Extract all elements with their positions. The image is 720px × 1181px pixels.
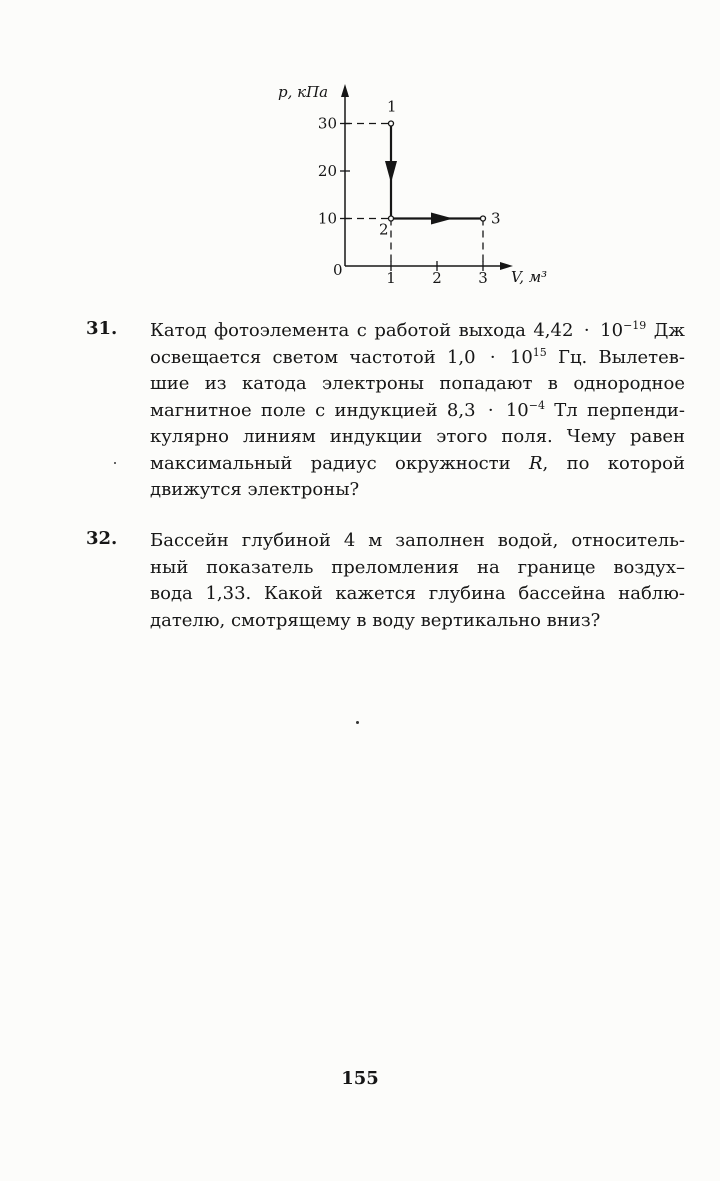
multiply-dot: ·	[489, 346, 496, 368]
variable-r: R	[528, 452, 543, 474]
text-line	[150, 608, 685, 635]
x-tick-label: 3	[478, 269, 488, 287]
text-run: , по которой	[542, 452, 685, 474]
y-axis-label-text: p, кПа	[278, 83, 329, 101]
y-tick-label: 10	[317, 209, 337, 228]
text-run: кулярно линиям индукции этого поля. Чему равен	[150, 426, 685, 447]
y-axis-label	[278, 83, 328, 101]
tick-group	[318, 115, 488, 288]
origin-label: 0	[333, 261, 343, 279]
text-line	[150, 318, 685, 345]
text-line	[150, 451, 685, 478]
state-label-3: 3	[491, 209, 501, 228]
state-point-2	[389, 216, 394, 221]
y-tick-label: 30	[317, 114, 337, 133]
state-point-3	[481, 216, 486, 221]
text-run: вода 1,33. Какой кажется глубина бассейна наблю-	[150, 583, 685, 604]
y-axis-arrowhead	[341, 84, 349, 97]
text-line	[150, 555, 685, 582]
x-axis-label-text: V, м³	[511, 268, 548, 286]
x-axis-label	[511, 268, 547, 286]
text-line	[150, 477, 685, 504]
text-line	[150, 345, 685, 372]
exponent: −19	[623, 319, 647, 332]
exponent: −4	[528, 398, 545, 412]
text-run: 10	[498, 346, 533, 368]
text-run: Дж	[646, 320, 685, 341]
multiply-dot: ·	[583, 320, 590, 341]
x-tick-label: 2	[432, 269, 442, 287]
print-speck	[356, 721, 359, 724]
exponent: 15	[532, 345, 547, 359]
text-run: движутся электроны?	[150, 479, 360, 500]
problem-number: 32.	[86, 528, 118, 549]
text-run: ный показатель преломления на границе воздух–	[150, 556, 685, 578]
state-point-1	[389, 121, 394, 126]
state-label-2: 2	[379, 220, 389, 239]
text-run: освещается светом частотой 1,0	[150, 346, 487, 368]
text-run: 10	[592, 320, 624, 341]
text-run: Гц. Вылетев-	[546, 346, 685, 368]
page-number: 155	[341, 1068, 379, 1089]
problem-text	[150, 528, 685, 634]
arrow-1-2	[385, 161, 397, 183]
print-speck	[114, 462, 116, 464]
text-run: шие из катода электроны попадают в однородное	[150, 373, 685, 394]
text-run: максимальный радиус окружности	[150, 452, 529, 474]
arrow-2-3	[431, 213, 453, 225]
problem-text	[150, 318, 685, 504]
state-label-1: 1	[387, 97, 397, 116]
process-lines	[385, 124, 483, 225]
text-run: дателю, смотрящему в воду вертикально вниз?	[150, 609, 601, 631]
text-line	[150, 581, 685, 608]
text-line	[150, 371, 685, 398]
text-run: магнитное поле с индукцией 8,3	[150, 399, 485, 421]
x-tick-label: 1	[386, 269, 396, 287]
text-run: Тл перпенди-	[544, 399, 685, 421]
text-run: Бассейн глубиной 4 м заполнен водой, относитель-	[150, 530, 685, 551]
text-run: 10	[496, 399, 529, 421]
text-line	[150, 424, 685, 451]
problem-number: 31.	[86, 318, 118, 339]
guide-lines	[345, 124, 483, 267]
text-line	[150, 398, 685, 425]
text-line	[150, 528, 685, 555]
multiply-dot: ·	[487, 399, 494, 421]
y-tick-label: 20	[317, 162, 337, 180]
text-run: Катод фотоэлемента с работой выхода 4,42	[150, 320, 581, 341]
pv-diagram	[0, 0, 720, 300]
